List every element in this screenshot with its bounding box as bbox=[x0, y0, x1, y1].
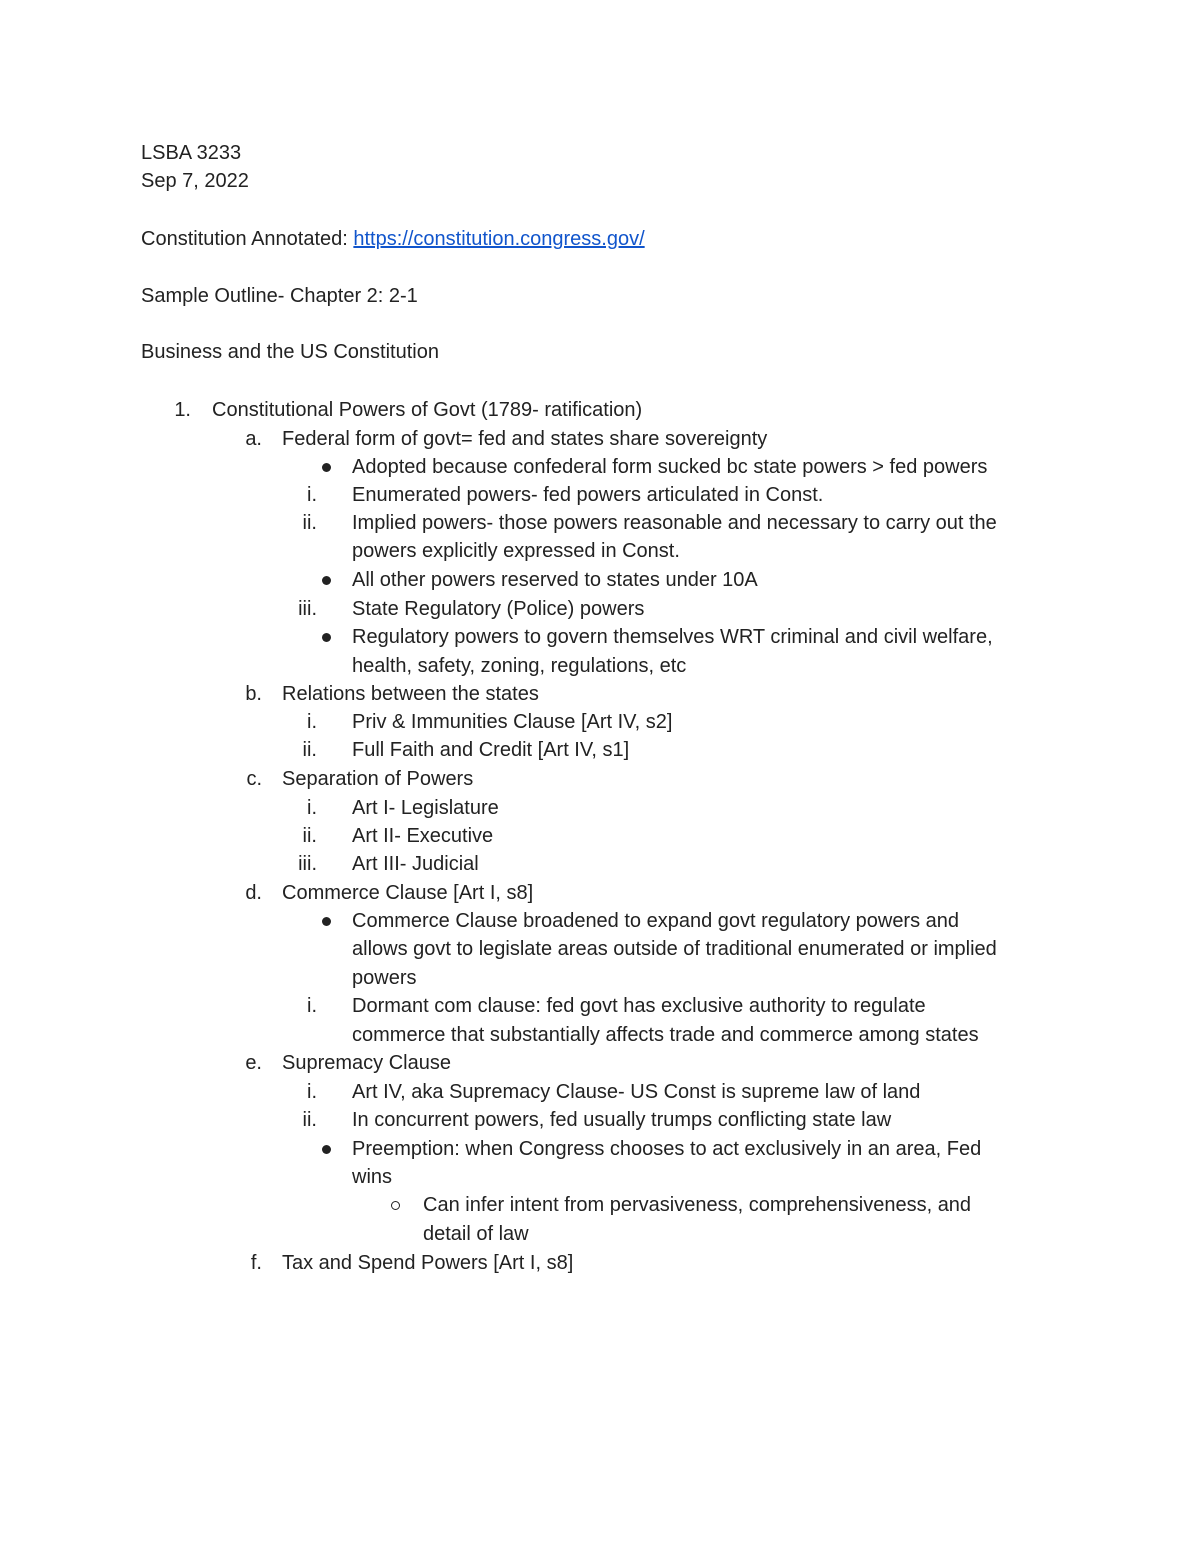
bullet-circle-icon bbox=[391, 1201, 400, 1210]
list-item: health, safety, zoning, regulations, etc bbox=[352, 655, 687, 677]
list-item: Tax and Spend Powers [Art I, s8] bbox=[282, 1252, 574, 1274]
list-item: commerce that substantially affects trade and commerce among states bbox=[352, 1024, 979, 1046]
annotated-label: Constitution Annotated: bbox=[141, 228, 354, 250]
list-item: Art I- Legislature bbox=[352, 797, 499, 819]
bullet-dot-icon bbox=[322, 576, 331, 585]
bullet-dot-icon bbox=[322, 633, 331, 642]
list-item: powers bbox=[352, 967, 417, 989]
list-item: Can infer intent from pervasiveness, comprehensiveness, and bbox=[423, 1194, 972, 1216]
list-marker: 1. bbox=[174, 399, 191, 421]
list-marker: e. bbox=[245, 1052, 262, 1074]
list-item: Separation of Powers bbox=[282, 768, 474, 790]
list-item: Regulatory powers to govern themselves WRT criminal and civil welfare, bbox=[352, 626, 993, 648]
list-marker: i. bbox=[307, 995, 317, 1017]
list-item: Implied powers- those powers reasonable and necessary to carry out the bbox=[352, 512, 997, 534]
list-item: Relations between the states bbox=[282, 683, 539, 705]
list-item: allows govt to legislate areas outside of traditional enumerated or implied bbox=[352, 938, 997, 960]
list-marker: f. bbox=[250, 1252, 262, 1274]
document-title: Business and the US Constitution bbox=[141, 341, 439, 363]
bullet-dot-icon bbox=[322, 917, 331, 926]
list-item: Art III- Judicial bbox=[352, 853, 479, 875]
list-marker: a. bbox=[245, 428, 262, 450]
document-date: Sep 7, 2022 bbox=[141, 170, 249, 192]
course-code: LSBA 3233 bbox=[141, 142, 242, 164]
list-item: Preemption: when Congress chooses to act exclusively in an area, Fed bbox=[352, 1138, 982, 1160]
list-item: Federal form of govt= fed and states share sovereignty bbox=[282, 428, 768, 450]
bullet-dot-icon bbox=[322, 463, 331, 472]
list-item: Art II- Executive bbox=[352, 825, 494, 847]
list-item: Priv & Immunities Clause [Art IV, s2] bbox=[352, 711, 673, 733]
list-item: Art IV, aka Supremacy Clause- US Const is supreme law of land bbox=[352, 1081, 921, 1103]
list-item: powers explicitly expressed in Const. bbox=[352, 540, 680, 562]
list-item: Constitutional Powers of Govt (1789- ratification) bbox=[212, 399, 643, 421]
list-item: Adopted because confederal form sucked bc state powers > fed powers bbox=[352, 456, 988, 478]
list-item: Commerce Clause [Art I, s8] bbox=[282, 882, 534, 904]
list-item: wins bbox=[352, 1166, 393, 1188]
list-item: Dormant com clause: fed govt has exclusive authority to regulate bbox=[352, 995, 926, 1017]
list-item: State Regulatory (Police) powers bbox=[352, 598, 645, 620]
list-item: Full Faith and Credit [Art IV, s1] bbox=[352, 739, 630, 761]
list-item: In concurrent powers, fed usually trumps conflicting state law bbox=[352, 1109, 892, 1131]
list-marker: c. bbox=[246, 768, 262, 790]
bullet-dot-icon bbox=[322, 1145, 331, 1154]
list-marker: i. bbox=[307, 484, 317, 506]
list-marker: i. bbox=[307, 797, 317, 819]
list-marker: i. bbox=[307, 1081, 317, 1103]
list-marker: ii. bbox=[302, 1109, 317, 1131]
list-marker: ii. bbox=[302, 825, 317, 847]
list-marker: iii. bbox=[298, 598, 317, 620]
outline-label: Sample Outline- Chapter 2: 2-1 bbox=[141, 285, 418, 307]
list-marker: b. bbox=[245, 683, 262, 705]
list-marker: i. bbox=[307, 711, 317, 733]
list-item: Supremacy Clause bbox=[282, 1052, 451, 1074]
list-marker: ii. bbox=[302, 739, 317, 761]
list-marker: d. bbox=[245, 882, 262, 904]
list-item: Enumerated powers- fed powers articulated in Const. bbox=[352, 484, 824, 506]
list-item: All other powers reserved to states under 10A bbox=[352, 569, 758, 591]
annotated-line bbox=[141, 225, 645, 253]
list-item: Commerce Clause broadened to expand govt regulatory powers and bbox=[352, 910, 960, 932]
constitution-link[interactable]: https://constitution.congress.gov/ bbox=[353, 228, 645, 250]
list-item: detail of law bbox=[423, 1223, 529, 1245]
list-marker: ii. bbox=[302, 512, 317, 534]
list-marker: iii. bbox=[298, 853, 317, 875]
